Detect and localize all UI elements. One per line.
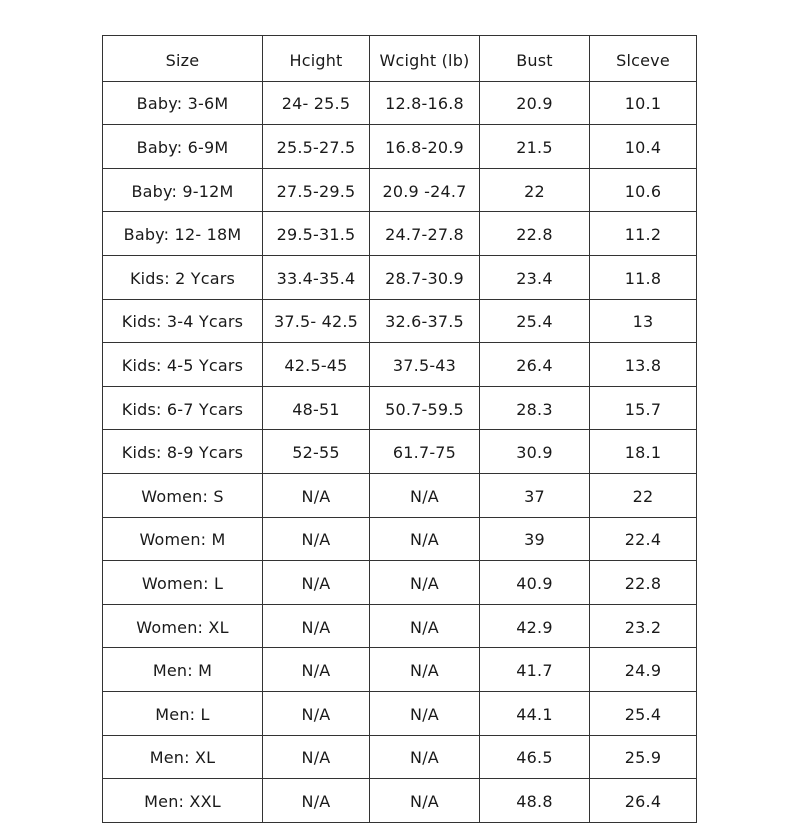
cell-size: Men: M	[103, 648, 263, 692]
column-header-sleeve: Slceve	[590, 36, 697, 82]
cell-bust: 44.1	[480, 691, 590, 735]
cell-bust: 20.9	[480, 81, 590, 125]
cell-sleeve: 10.1	[590, 81, 697, 125]
cell-size: Men: XL	[103, 735, 263, 779]
cell-weight: N/A	[370, 517, 480, 561]
cell-weight: N/A	[370, 473, 480, 517]
cell-height: 42.5-45	[263, 343, 370, 387]
table-row	[103, 343, 697, 387]
cell-sleeve: 13.8	[590, 343, 697, 387]
cell-size: Baby: 9-12M	[103, 168, 263, 212]
cell-height: 33.4-35.4	[263, 255, 370, 299]
table-row	[103, 212, 697, 256]
table-row	[103, 386, 697, 430]
cell-sleeve: 25.9	[590, 735, 697, 779]
cell-bust: 28.3	[480, 386, 590, 430]
cell-sleeve: 26.4	[590, 779, 697, 823]
cell-sleeve: 13	[590, 299, 697, 343]
cell-sleeve: 18.1	[590, 430, 697, 474]
cell-sleeve: 23.2	[590, 604, 697, 648]
size-chart-table	[102, 35, 697, 823]
cell-bust: 41.7	[480, 648, 590, 692]
cell-sleeve: 22.8	[590, 561, 697, 605]
table-row	[103, 735, 697, 779]
cell-weight: N/A	[370, 735, 480, 779]
cell-sleeve: 10.6	[590, 168, 697, 212]
cell-weight: N/A	[370, 648, 480, 692]
cell-weight: 24.7-27.8	[370, 212, 480, 256]
cell-size: Women: M	[103, 517, 263, 561]
cell-sleeve: 22	[590, 473, 697, 517]
cell-weight: 20.9 -24.7	[370, 168, 480, 212]
cell-sleeve: 25.4	[590, 691, 697, 735]
cell-bust: 42.9	[480, 604, 590, 648]
table-body	[103, 81, 697, 822]
table-header	[103, 36, 697, 82]
cell-height: 24- 25.5	[263, 81, 370, 125]
cell-weight: 32.6-37.5	[370, 299, 480, 343]
cell-bust: 26.4	[480, 343, 590, 387]
cell-weight: N/A	[370, 604, 480, 648]
table-row	[103, 125, 697, 169]
table-row	[103, 255, 697, 299]
cell-size: Baby: 6-9M	[103, 125, 263, 169]
column-header-height: Hcight	[263, 36, 370, 82]
cell-sleeve: 22.4	[590, 517, 697, 561]
cell-bust: 30.9	[480, 430, 590, 474]
column-header-size: Size	[103, 36, 263, 82]
table-row	[103, 779, 697, 823]
table-row	[103, 168, 697, 212]
cell-bust: 40.9	[480, 561, 590, 605]
cell-size: Women: L	[103, 561, 263, 605]
cell-size: Baby: 12- 18M	[103, 212, 263, 256]
cell-height: N/A	[263, 648, 370, 692]
cell-weight: 61.7-75	[370, 430, 480, 474]
cell-sleeve: 11.8	[590, 255, 697, 299]
cell-size: Kids: 6-7 Ycars	[103, 386, 263, 430]
cell-weight: 16.8-20.9	[370, 125, 480, 169]
table-row	[103, 691, 697, 735]
cell-size: Baby: 3-6M	[103, 81, 263, 125]
cell-size: Kids: 2 Ycars	[103, 255, 263, 299]
cell-bust: 37	[480, 473, 590, 517]
cell-height: N/A	[263, 735, 370, 779]
cell-weight: N/A	[370, 561, 480, 605]
cell-size: Men: L	[103, 691, 263, 735]
cell-bust: 22	[480, 168, 590, 212]
cell-height: 27.5-29.5	[263, 168, 370, 212]
table-row	[103, 473, 697, 517]
cell-weight: 37.5-43	[370, 343, 480, 387]
cell-height: N/A	[263, 473, 370, 517]
cell-bust: 25.4	[480, 299, 590, 343]
cell-weight: 50.7-59.5	[370, 386, 480, 430]
cell-bust: 23.4	[480, 255, 590, 299]
cell-height: N/A	[263, 561, 370, 605]
column-header-weight: Wcight (lb)	[370, 36, 480, 82]
cell-sleeve: 11.2	[590, 212, 697, 256]
cell-size: Kids: 8-9 Ycars	[103, 430, 263, 474]
cell-height: 37.5- 42.5	[263, 299, 370, 343]
cell-height: 25.5-27.5	[263, 125, 370, 169]
cell-sleeve: 15.7	[590, 386, 697, 430]
cell-height: N/A	[263, 691, 370, 735]
cell-bust: 46.5	[480, 735, 590, 779]
header-row	[103, 36, 697, 82]
cell-height: N/A	[263, 604, 370, 648]
cell-height: 29.5-31.5	[263, 212, 370, 256]
column-header-bust: Bust	[480, 36, 590, 82]
cell-bust: 48.8	[480, 779, 590, 823]
cell-height: N/A	[263, 517, 370, 561]
cell-size: Kids: 3-4 Ycars	[103, 299, 263, 343]
table-row	[103, 561, 697, 605]
cell-weight: 28.7-30.9	[370, 255, 480, 299]
cell-height: N/A	[263, 779, 370, 823]
cell-height: 52-55	[263, 430, 370, 474]
table-row	[103, 430, 697, 474]
cell-sleeve: 10.4	[590, 125, 697, 169]
table-row	[103, 81, 697, 125]
table-row	[103, 299, 697, 343]
cell-size: Men: XXL	[103, 779, 263, 823]
cell-bust: 21.5	[480, 125, 590, 169]
cell-height: 48-51	[263, 386, 370, 430]
cell-sleeve: 24.9	[590, 648, 697, 692]
cell-size: Kids: 4-5 Ycars	[103, 343, 263, 387]
cell-weight: N/A	[370, 779, 480, 823]
cell-weight: 12.8-16.8	[370, 81, 480, 125]
cell-weight: N/A	[370, 691, 480, 735]
cell-bust: 39	[480, 517, 590, 561]
table-row	[103, 604, 697, 648]
cell-bust: 22.8	[480, 212, 590, 256]
cell-size: Women: S	[103, 473, 263, 517]
table-row	[103, 517, 697, 561]
table-row	[103, 648, 697, 692]
cell-size: Women: XL	[103, 604, 263, 648]
